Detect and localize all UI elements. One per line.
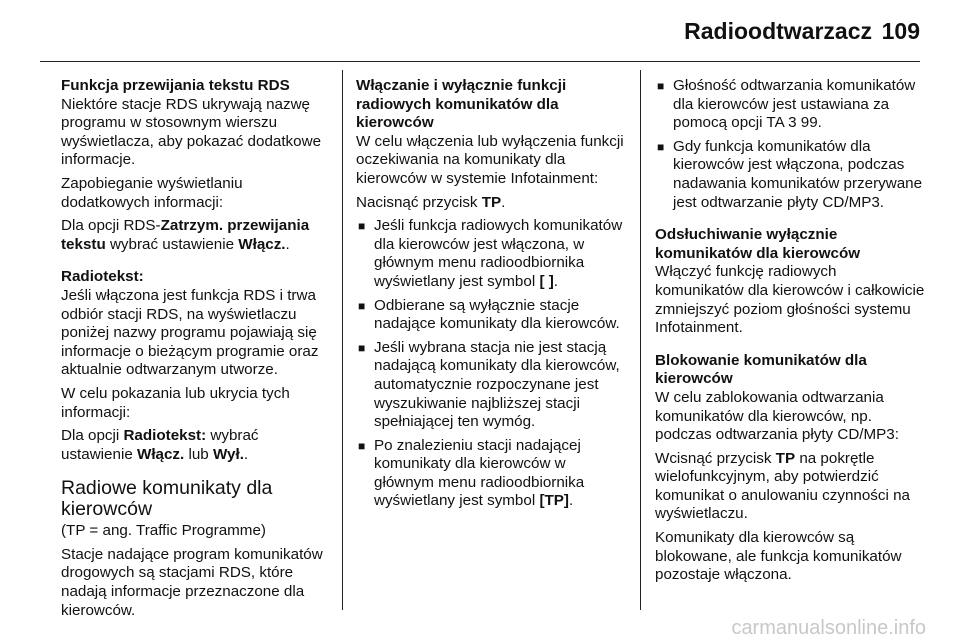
paragraph: W celu pokazania lub ukrycia tych informacji: [61, 384, 290, 421]
paragraph: Jeśli włączona jest funkcja RDS i trwa odbiór stacji RDS, na wyświetlaczu poniżej nazwy programu pojawiają się informacje o bieżącym programie oraz aktualnie odtwarzanym utworze. [61, 286, 319, 379]
list-item: ■ Odbierane są wyłącznie stacje nadające komunikaty dla kierowców. [356, 297, 626, 334]
list-item: ■ Po znalezieniu stacji nadającej komunikaty dla kierowców w głównym menu radioodbiornika wyświetlany jest symbol [TP]. [356, 437, 626, 511]
section-heading-traffic: Radiowe komunikaty dla kierowców [61, 477, 273, 521]
section-heading-radiotext: Radiotekst: [61, 268, 144, 286]
bullet-list [655, 77, 925, 212]
page-reference-icon: 3 [788, 114, 797, 132]
column-divider-2 [640, 70, 641, 610]
paragraph: Niektóre stacje RDS ukrywają nazwę programu w stosownym wierszu wyświetlacza, aby pokazać dodatkowe informacje. [61, 95, 322, 169]
paragraph: Nacisnąć przycisk TP. [356, 193, 506, 211]
paragraph: Wcisnąć przycisk TP na pokrętle wielofunkcyjnym, aby potwierdzić komunikat o anulowaniu czynności na wyświetlaczu. [655, 449, 910, 523]
column-2 [356, 77, 626, 516]
page-header [0, 0, 960, 60]
list-item: ■ Jeśli wybrana stacja nie jest stacją nadającą komunikaty dla kierowców, automatycznie rozpoczynane jest wyszukiwanie najbliższej stacji spełniającej ten wymóg. [356, 339, 626, 432]
paragraph: Włączyć funkcję radiowych komunikatów dla kierowców i całkowicie zmniejszyć poziom głośności systemu Infotainment. [655, 263, 925, 337]
list-item: ■ Gdy funkcja komunikatów dla kierowców jest włączona, podczas nadawania komunikatów przerywane jest odtwarzanie płyty CD/MP3. [655, 138, 925, 212]
list-item: ■ Jeśli funkcja radiowych komunikatów dla kierowców jest włączona, w głównym menu radioodbiornika wyświetlany jest symbol [ ]. [356, 217, 626, 291]
column-3 [655, 77, 925, 590]
bullet-list [356, 217, 626, 511]
column-1 [61, 77, 331, 625]
section-heading-block: Blokowanie komunikatów dla kierowców [655, 351, 867, 388]
section-heading-rds-scroll: Funkcja przewijania tekstu RDS [61, 77, 290, 94]
paragraph: W celu zablokowania odtwarzania komunikatów dla kierowców, np. podczas odtwarzania płyty CD/MP3: [655, 388, 899, 444]
section-heading-listen-only: Odsłuchiwanie wyłącznie komunikatów dla kierowców [655, 226, 861, 262]
paragraph: Dla opcji Radiotekst: wybrać ustawienie Włącz. lub Wył.. [61, 427, 259, 463]
watermark: carmanualsonline.info [731, 617, 926, 639]
page-number: 109 [881, 18, 920, 44]
chapter-title: Radioodtwarzacz [684, 18, 872, 44]
column-divider-1 [342, 70, 343, 610]
paragraph: Dla opcji RDS-Zatrzym. przewijania tekstu wybrać ustawienie Włącz.. [61, 217, 310, 253]
list-item: ■ Głośność odtwarzania komunikatów dla kierowców jest ustawiana za pomocą opcji TA 3 99. [655, 77, 925, 133]
paragraph: Komunikaty dla kierowców są blokowane, ale funkcja komunikatów pozostaje włączona. [655, 529, 902, 584]
paragraph: Stacje nadające program komunikatów drogowych są stacjami RDS, które nadają informacje przeznaczone dla kierowców. [61, 545, 323, 619]
paragraph: Zapobieganie wyświetlaniu dodatkowych informacji: [61, 174, 243, 211]
section-heading-tp-toggle: Włączanie i wyłącznie funkcji radiowych komunikatów dla kierowców [356, 77, 567, 132]
header-rule [40, 61, 920, 62]
paragraph: (TP = ang. Traffic Programme) [61, 522, 266, 540]
paragraph: W celu włączenia lub wyłączenia funkcji oczekiwania na komunikaty dla kierowców w systemie Infotainment: [356, 132, 624, 187]
